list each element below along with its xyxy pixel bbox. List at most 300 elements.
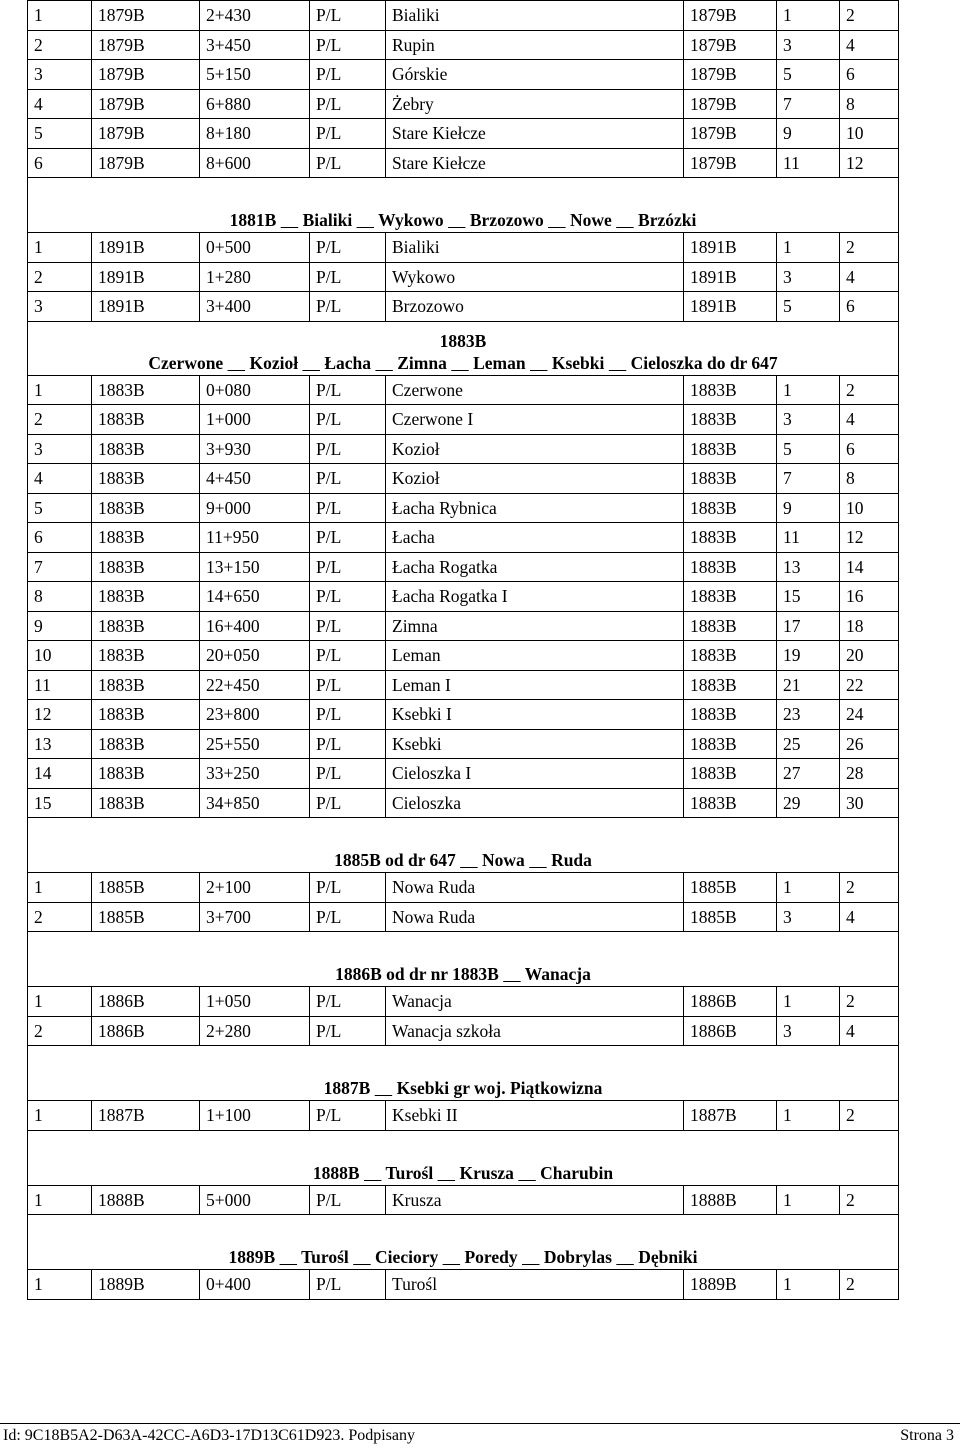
road-number-cell: 1879B (92, 1, 200, 31)
stop-name-cell: Łacha Rogatka (386, 552, 684, 582)
road-code-cell: 1883B (684, 641, 777, 671)
stop-name-cell: Bialiki (386, 1, 684, 31)
row-number-cell: 2 (28, 902, 92, 932)
kilometer-cell: 8+180 (200, 119, 310, 149)
post-b-cell: 28 (840, 759, 899, 789)
post-a-cell: 17 (777, 611, 840, 641)
row-number-cell: 1 (28, 987, 92, 1017)
road-code-cell: 1883B (684, 375, 777, 405)
post-a-cell: 3 (777, 30, 840, 60)
post-b-cell: 4 (840, 1016, 899, 1046)
row-number-cell: 2 (28, 262, 92, 292)
road-code-cell: 1888B (684, 1185, 777, 1215)
road-code-cell: 1883B (684, 729, 777, 759)
road-number-cell: 1883B (92, 464, 200, 494)
table-row (28, 30, 899, 60)
post-b-cell: 4 (840, 30, 899, 60)
group-header-row (28, 818, 899, 873)
road-number-cell: 1883B (92, 375, 200, 405)
post-b-cell: 10 (840, 119, 899, 149)
road-code-cell: 1883B (684, 700, 777, 730)
stop-name-cell: Krusza (386, 1185, 684, 1215)
group-header-row (28, 932, 899, 987)
post-a-cell: 1 (777, 1185, 840, 1215)
row-number-cell: 14 (28, 759, 92, 789)
side-cell: P/L (310, 873, 386, 903)
kilometer-cell: 3+450 (200, 30, 310, 60)
post-b-cell: 18 (840, 611, 899, 641)
road-number-cell: 1879B (92, 148, 200, 178)
table-row (28, 788, 899, 818)
table-row (28, 1016, 899, 1046)
stop-name-cell: Górskie (386, 60, 684, 90)
post-a-cell: 1 (777, 1101, 840, 1131)
kilometer-cell: 3+700 (200, 902, 310, 932)
stop-name-cell: Czerwone I (386, 405, 684, 435)
side-cell: P/L (310, 1101, 386, 1131)
road-number-cell: 1879B (92, 89, 200, 119)
post-a-cell: 1 (777, 233, 840, 263)
side-cell: P/L (310, 1, 386, 31)
road-code-cell: 1883B (684, 523, 777, 553)
road-code-cell: 1889B (684, 1270, 777, 1300)
post-b-cell: 2 (840, 1270, 899, 1300)
table-row (28, 700, 899, 730)
stop-name-cell: Stare Kiełcze (386, 119, 684, 149)
road-number-cell: 1883B (92, 405, 200, 435)
kilometer-cell: 6+880 (200, 89, 310, 119)
road-code-cell: 1891B (684, 262, 777, 292)
road-number-cell: 1886B (92, 987, 200, 1017)
road-code-cell: 1883B (684, 788, 777, 818)
stop-name-cell: Czerwone (386, 375, 684, 405)
stop-name-cell: Leman I (386, 670, 684, 700)
row-number-cell: 6 (28, 523, 92, 553)
stop-name-cell: Turośl (386, 1270, 684, 1300)
post-b-cell: 24 (840, 700, 899, 730)
group-title (28, 178, 899, 233)
group-title-line: 1889B Turośl Cieciory Poredy Dobrylas Dębniki (228, 1247, 698, 1267)
stop-name-cell: Ksebki (386, 729, 684, 759)
kilometer-cell: 5+150 (200, 60, 310, 90)
group-title-line: Czerwone Kozioł Łacha Zimna Leman Ksebki Cieloszka do dr 647 (148, 352, 778, 373)
table-row (28, 902, 899, 932)
kilometer-cell: 14+650 (200, 582, 310, 612)
road-number-cell: 1883B (92, 434, 200, 464)
road-code-cell: 1883B (684, 464, 777, 494)
kilometer-cell: 1+050 (200, 987, 310, 1017)
side-cell: P/L (310, 552, 386, 582)
post-a-cell: 9 (777, 119, 840, 149)
side-cell: P/L (310, 262, 386, 292)
post-a-cell: 11 (777, 148, 840, 178)
table-row (28, 729, 899, 759)
stop-name-cell: Łacha (386, 523, 684, 553)
road-number-cell: 1891B (92, 262, 200, 292)
table-row (28, 148, 899, 178)
kilometer-cell: 23+800 (200, 700, 310, 730)
stop-name-cell: Cieloszka I (386, 759, 684, 789)
post-b-cell: 6 (840, 434, 899, 464)
road-number-cell: 1886B (92, 1016, 200, 1046)
row-number-cell: 11 (28, 670, 92, 700)
post-a-cell: 29 (777, 788, 840, 818)
post-a-cell: 1 (777, 375, 840, 405)
side-cell: P/L (310, 119, 386, 149)
post-a-cell: 5 (777, 60, 840, 90)
stop-name-cell: Łacha Rybnica (386, 493, 684, 523)
side-cell: P/L (310, 729, 386, 759)
side-cell: P/L (310, 759, 386, 789)
post-a-cell: 15 (777, 582, 840, 612)
stop-name-cell: Wanacja szkoła (386, 1016, 684, 1046)
group-title (28, 818, 899, 873)
post-b-cell: 12 (840, 523, 899, 553)
table-row (28, 60, 899, 90)
table-row (28, 1185, 899, 1215)
road-number-cell: 1883B (92, 759, 200, 789)
post-a-cell: 3 (777, 262, 840, 292)
stop-name-cell: Wykowo (386, 262, 684, 292)
post-a-cell: 21 (777, 670, 840, 700)
row-number-cell: 1 (28, 1185, 92, 1215)
stop-name-cell: Kozioł (386, 434, 684, 464)
post-a-cell: 25 (777, 729, 840, 759)
kilometer-cell: 0+400 (200, 1270, 310, 1300)
side-cell: P/L (310, 493, 386, 523)
row-number-cell: 1 (28, 873, 92, 903)
row-number-cell: 2 (28, 405, 92, 435)
road-number-cell: 1888B (92, 1185, 200, 1215)
post-b-cell: 10 (840, 493, 899, 523)
road-code-cell: 1883B (684, 405, 777, 435)
road-code-cell: 1879B (684, 89, 777, 119)
row-number-cell: 5 (28, 119, 92, 149)
kilometer-cell: 11+950 (200, 523, 310, 553)
table-row (28, 523, 899, 553)
stop-name-cell: Kozioł (386, 464, 684, 494)
side-cell: P/L (310, 30, 386, 60)
side-cell: P/L (310, 89, 386, 119)
stop-name-cell: Nowa Ruda (386, 873, 684, 903)
road-code-cell: 1883B (684, 670, 777, 700)
kilometer-cell: 4+450 (200, 464, 310, 494)
post-b-cell: 16 (840, 582, 899, 612)
road-code-cell: 1886B (684, 987, 777, 1017)
post-b-cell: 14 (840, 552, 899, 582)
side-cell: P/L (310, 148, 386, 178)
stop-name-cell: Wanacja (386, 987, 684, 1017)
table-row (28, 464, 899, 494)
road-number-cell: 1883B (92, 611, 200, 641)
road-code-cell: 1879B (684, 148, 777, 178)
post-a-cell: 5 (777, 434, 840, 464)
post-a-cell: 23 (777, 700, 840, 730)
group-title-line: 1881B Bialiki Wykowo Brzozowo Nowe Brzózki (229, 210, 697, 230)
stop-name-cell: Bialiki (386, 233, 684, 263)
post-a-cell: 1 (777, 873, 840, 903)
stop-name-cell: Rupin (386, 30, 684, 60)
road-number-cell: 1883B (92, 493, 200, 523)
kilometer-cell: 2+100 (200, 873, 310, 903)
group-header-row (28, 1130, 899, 1185)
post-b-cell: 2 (840, 987, 899, 1017)
table-row (28, 89, 899, 119)
road-code-cell: 1883B (684, 493, 777, 523)
stops-table-body (28, 1, 899, 1300)
side-cell: P/L (310, 788, 386, 818)
table-row (28, 552, 899, 582)
road-code-cell: 1879B (684, 119, 777, 149)
document-id: Id: 9C18B5A2-D63A-42CC-A6D3-17D13C61D923. Podpisany (3, 1427, 415, 1444)
road-code-cell: 1879B (684, 60, 777, 90)
row-number-cell: 5 (28, 493, 92, 523)
road-number-cell: 1891B (92, 292, 200, 322)
road-code-cell: 1879B (684, 1, 777, 31)
post-a-cell: 5 (777, 292, 840, 322)
table-row (28, 1270, 899, 1300)
side-cell: P/L (310, 292, 386, 322)
post-b-cell: 12 (840, 148, 899, 178)
post-a-cell: 1 (777, 1270, 840, 1300)
row-number-cell: 6 (28, 148, 92, 178)
post-b-cell: 4 (840, 902, 899, 932)
post-b-cell: 6 (840, 292, 899, 322)
page-footer (0, 1423, 960, 1446)
post-b-cell: 4 (840, 262, 899, 292)
row-number-cell: 4 (28, 464, 92, 494)
side-cell: P/L (310, 60, 386, 90)
road-number-cell: 1891B (92, 233, 200, 263)
kilometer-cell: 8+600 (200, 148, 310, 178)
road-code-cell: 1883B (684, 582, 777, 612)
row-number-cell: 1 (28, 1270, 92, 1300)
kilometer-cell: 13+150 (200, 552, 310, 582)
stop-name-cell: Żebry (386, 89, 684, 119)
kilometer-cell: 0+500 (200, 233, 310, 263)
post-a-cell: 3 (777, 902, 840, 932)
row-number-cell: 15 (28, 788, 92, 818)
row-number-cell: 2 (28, 30, 92, 60)
group-title-line: 1886B od dr nr 1883B Wanacja (335, 964, 591, 984)
post-a-cell: 1 (777, 1, 840, 31)
group-title (28, 932, 899, 987)
table-row (28, 611, 899, 641)
kilometer-cell: 16+400 (200, 611, 310, 641)
road-number-cell: 1879B (92, 119, 200, 149)
road-code-cell: 1883B (684, 552, 777, 582)
table-row (28, 262, 899, 292)
row-number-cell: 13 (28, 729, 92, 759)
stop-name-cell: Ksebki II (386, 1101, 684, 1131)
group-header-row (28, 321, 899, 375)
post-a-cell: 13 (777, 552, 840, 582)
road-code-cell: 1885B (684, 873, 777, 903)
road-number-cell: 1883B (92, 729, 200, 759)
kilometer-cell: 3+930 (200, 434, 310, 464)
road-number-cell: 1889B (92, 1270, 200, 1300)
road-code-cell: 1891B (684, 292, 777, 322)
row-number-cell: 7 (28, 552, 92, 582)
road-number-cell: 1883B (92, 700, 200, 730)
post-a-cell: 19 (777, 641, 840, 671)
road-number-cell: 1883B (92, 788, 200, 818)
post-b-cell: 2 (840, 1101, 899, 1131)
table-row (28, 375, 899, 405)
road-number-cell: 1883B (92, 670, 200, 700)
kilometer-cell: 2+430 (200, 1, 310, 31)
post-b-cell: 8 (840, 464, 899, 494)
road-code-cell: 1883B (684, 434, 777, 464)
row-number-cell: 10 (28, 641, 92, 671)
table-row (28, 434, 899, 464)
table-row (28, 292, 899, 322)
side-cell: P/L (310, 641, 386, 671)
table-row (28, 119, 899, 149)
side-cell: P/L (310, 700, 386, 730)
post-b-cell: 6 (840, 60, 899, 90)
stop-name-cell: Brzozowo (386, 292, 684, 322)
stop-name-cell: Łacha Rogatka I (386, 582, 684, 612)
kilometer-cell: 9+000 (200, 493, 310, 523)
stops-table (27, 0, 899, 1300)
post-a-cell: 11 (777, 523, 840, 553)
group-title-line: 1888B Turośl Krusza Charubin (312, 1162, 614, 1183)
side-cell: P/L (310, 670, 386, 700)
road-number-cell: 1885B (92, 873, 200, 903)
row-number-cell: 1 (28, 1101, 92, 1131)
row-number-cell: 3 (28, 434, 92, 464)
post-b-cell: 2 (840, 873, 899, 903)
group-title-line: 1887B Ksebki gr woj. Piątkowizna (323, 1078, 603, 1098)
post-a-cell: 3 (777, 1016, 840, 1046)
post-b-cell: 4 (840, 405, 899, 435)
road-code-cell: 1891B (684, 233, 777, 263)
group-title (28, 1215, 899, 1270)
road-code-cell: 1883B (684, 611, 777, 641)
road-code-cell: 1887B (684, 1101, 777, 1131)
stop-name-cell: Ksebki I (386, 700, 684, 730)
group-header-row (28, 178, 899, 233)
post-b-cell: 2 (840, 1185, 899, 1215)
side-cell: P/L (310, 434, 386, 464)
post-a-cell: 7 (777, 464, 840, 494)
post-b-cell: 2 (840, 233, 899, 263)
road-code-cell: 1886B (684, 1016, 777, 1046)
row-number-cell: 1 (28, 1, 92, 31)
table-row (28, 987, 899, 1017)
row-number-cell: 2 (28, 1016, 92, 1046)
side-cell: P/L (310, 405, 386, 435)
kilometer-cell: 25+550 (200, 729, 310, 759)
row-number-cell: 3 (28, 292, 92, 322)
page-number: Strona 3 (900, 1427, 954, 1444)
kilometer-cell: 1+000 (200, 405, 310, 435)
kilometer-cell: 1+100 (200, 1101, 310, 1131)
side-cell: P/L (310, 902, 386, 932)
table-row (28, 233, 899, 263)
table-row (28, 1, 899, 31)
post-a-cell: 9 (777, 493, 840, 523)
table-row (28, 873, 899, 903)
side-cell: P/L (310, 1185, 386, 1215)
group-title (28, 1130, 899, 1185)
row-number-cell: 9 (28, 611, 92, 641)
kilometer-cell: 22+450 (200, 670, 310, 700)
post-b-cell: 2 (840, 375, 899, 405)
post-b-cell: 30 (840, 788, 899, 818)
row-number-cell: 4 (28, 89, 92, 119)
road-number-cell: 1879B (92, 30, 200, 60)
row-number-cell: 1 (28, 375, 92, 405)
side-cell: P/L (310, 523, 386, 553)
table-row (28, 759, 899, 789)
post-a-cell: 27 (777, 759, 840, 789)
group-title-line: 1885B od dr 647 Nowa Ruda (334, 850, 592, 870)
road-code-cell: 1883B (684, 759, 777, 789)
post-a-cell: 1 (777, 987, 840, 1017)
group-title (28, 321, 899, 375)
road-number-cell: 1879B (92, 60, 200, 90)
road-number-cell: 1883B (92, 552, 200, 582)
row-number-cell: 8 (28, 582, 92, 612)
group-header-row (28, 1046, 899, 1101)
post-b-cell: 2 (840, 1, 899, 31)
side-cell: P/L (310, 1270, 386, 1300)
group-header-row (28, 1215, 899, 1270)
table-row (28, 405, 899, 435)
side-cell: P/L (310, 375, 386, 405)
side-cell: P/L (310, 464, 386, 494)
kilometer-cell: 34+850 (200, 788, 310, 818)
kilometer-cell: 1+280 (200, 262, 310, 292)
road-number-cell: 1887B (92, 1101, 200, 1131)
kilometer-cell: 2+280 (200, 1016, 310, 1046)
table-row (28, 582, 899, 612)
road-code-cell: 1879B (684, 30, 777, 60)
table-row (28, 641, 899, 671)
kilometer-cell: 33+250 (200, 759, 310, 789)
post-b-cell: 26 (840, 729, 899, 759)
table-row (28, 1101, 899, 1131)
table-row (28, 493, 899, 523)
post-b-cell: 8 (840, 89, 899, 119)
side-cell: P/L (310, 611, 386, 641)
kilometer-cell: 20+050 (200, 641, 310, 671)
kilometer-cell: 5+000 (200, 1185, 310, 1215)
group-title (28, 1046, 899, 1101)
road-number-cell: 1885B (92, 902, 200, 932)
road-number-cell: 1883B (92, 523, 200, 553)
kilometer-cell: 0+080 (200, 375, 310, 405)
group-title-line: 1883B (439, 330, 487, 351)
road-number-cell: 1883B (92, 641, 200, 671)
stop-name-cell: Stare Kiełcze (386, 148, 684, 178)
post-b-cell: 20 (840, 641, 899, 671)
road-code-cell: 1885B (684, 902, 777, 932)
post-b-cell: 22 (840, 670, 899, 700)
stop-name-cell: Nowa Ruda (386, 902, 684, 932)
road-number-cell: 1883B (92, 582, 200, 612)
stop-name-cell: Zimna (386, 611, 684, 641)
kilometer-cell: 3+400 (200, 292, 310, 322)
post-a-cell: 7 (777, 89, 840, 119)
row-number-cell: 3 (28, 60, 92, 90)
row-number-cell: 12 (28, 700, 92, 730)
post-a-cell: 3 (777, 405, 840, 435)
side-cell: P/L (310, 987, 386, 1017)
table-row (28, 670, 899, 700)
